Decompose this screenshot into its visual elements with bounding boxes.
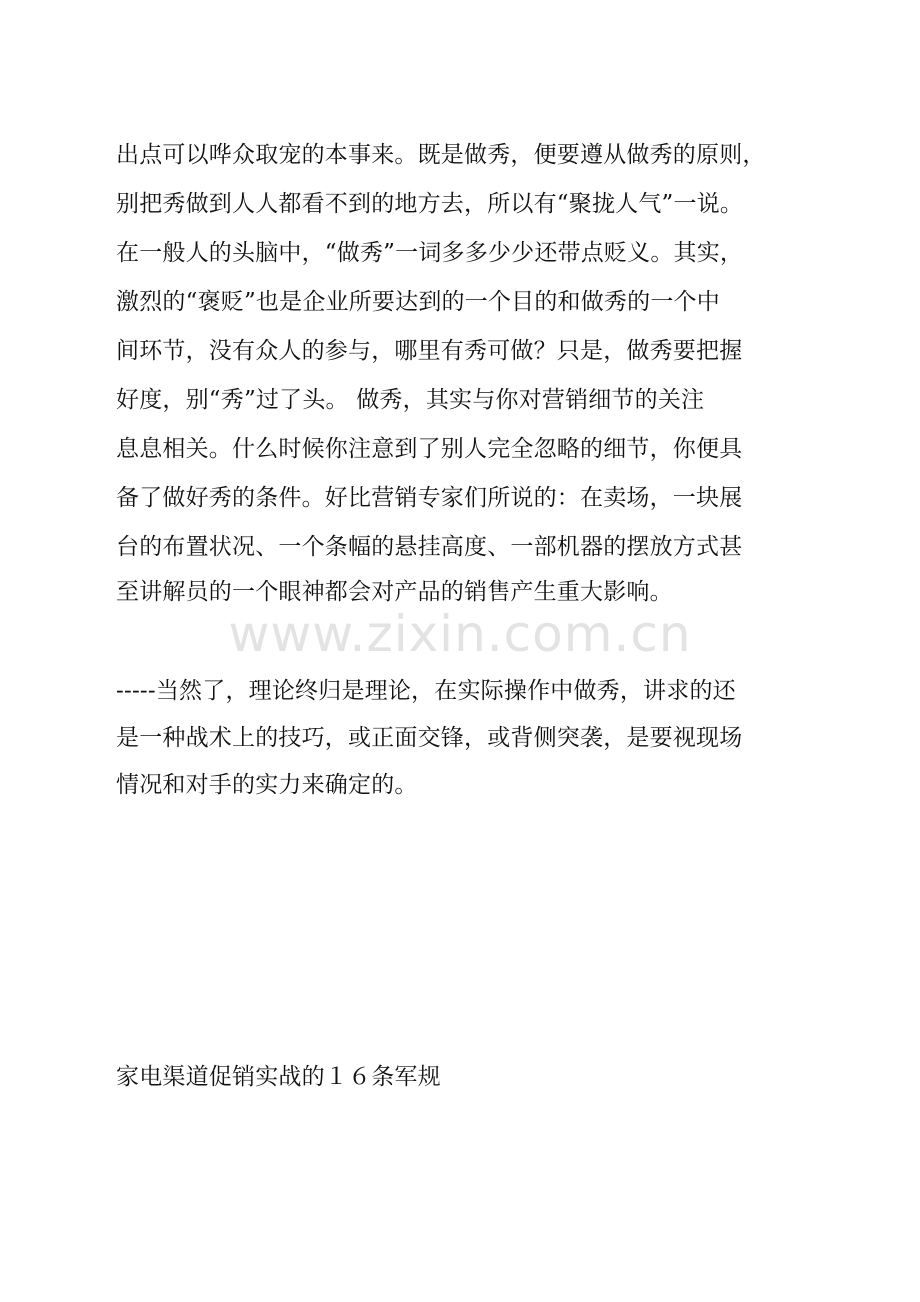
paragraph-1-line-8: 备了做好秀的条件。好比营销专家们所说的：在卖场，一块展 bbox=[116, 485, 743, 511]
paragraph-1-line-6: 好度，别“秀”过了头。 做秀，其实与你对营销细节的关注 bbox=[116, 387, 705, 413]
paragraph-1-line-7: 息息相关。什么时候你注意到了别人完全忽略的细节，你便具 bbox=[116, 436, 743, 462]
paragraph-2-line-2: 是一种战术上的技巧，或正面交锋，或背侧突袭，是要视现场 bbox=[116, 725, 743, 751]
paragraph-1-line-1: 出点可以哗众取宠的本事来。既是做秀，便要遵从做秀的原则， bbox=[116, 142, 766, 168]
paragraph-1-line-5: 间环节，没有众人的参与，哪里有秀可做？只是，做秀要把握 bbox=[116, 338, 743, 364]
paragraph-1-line-3: 在一般人的头脑中，“做秀”一词多多少少还带点贬义。其实， bbox=[116, 240, 744, 266]
watermark: www.zixin.com.cn bbox=[228, 605, 692, 663]
paragraph-1-line-9: 台的布置状况、一个条幅的悬挂高度、一部机器的摆放方式甚 bbox=[116, 534, 743, 560]
paragraph-1-line-4: 激烈的“褒贬”也是企业所要达到的一个目的和做秀的一个中 bbox=[116, 289, 720, 315]
paragraph-2-line-1: -----当然了，理论终归是理论，在实际操作中做秀，讲求的还 bbox=[116, 678, 736, 704]
paragraph-1-line-10: 至讲解员的一个眼神都会对产品的销售产生重大影响。 bbox=[116, 579, 673, 605]
section-heading: 家电渠道促销实战的１６条军规 bbox=[116, 1064, 441, 1090]
paragraph-2-line-3: 情况和对手的实力来确定的。 bbox=[116, 772, 418, 798]
paragraph-1-line-2: 别把秀做到人人都看不到的地方去，所以有“聚拢人气”一说。 bbox=[116, 191, 744, 217]
